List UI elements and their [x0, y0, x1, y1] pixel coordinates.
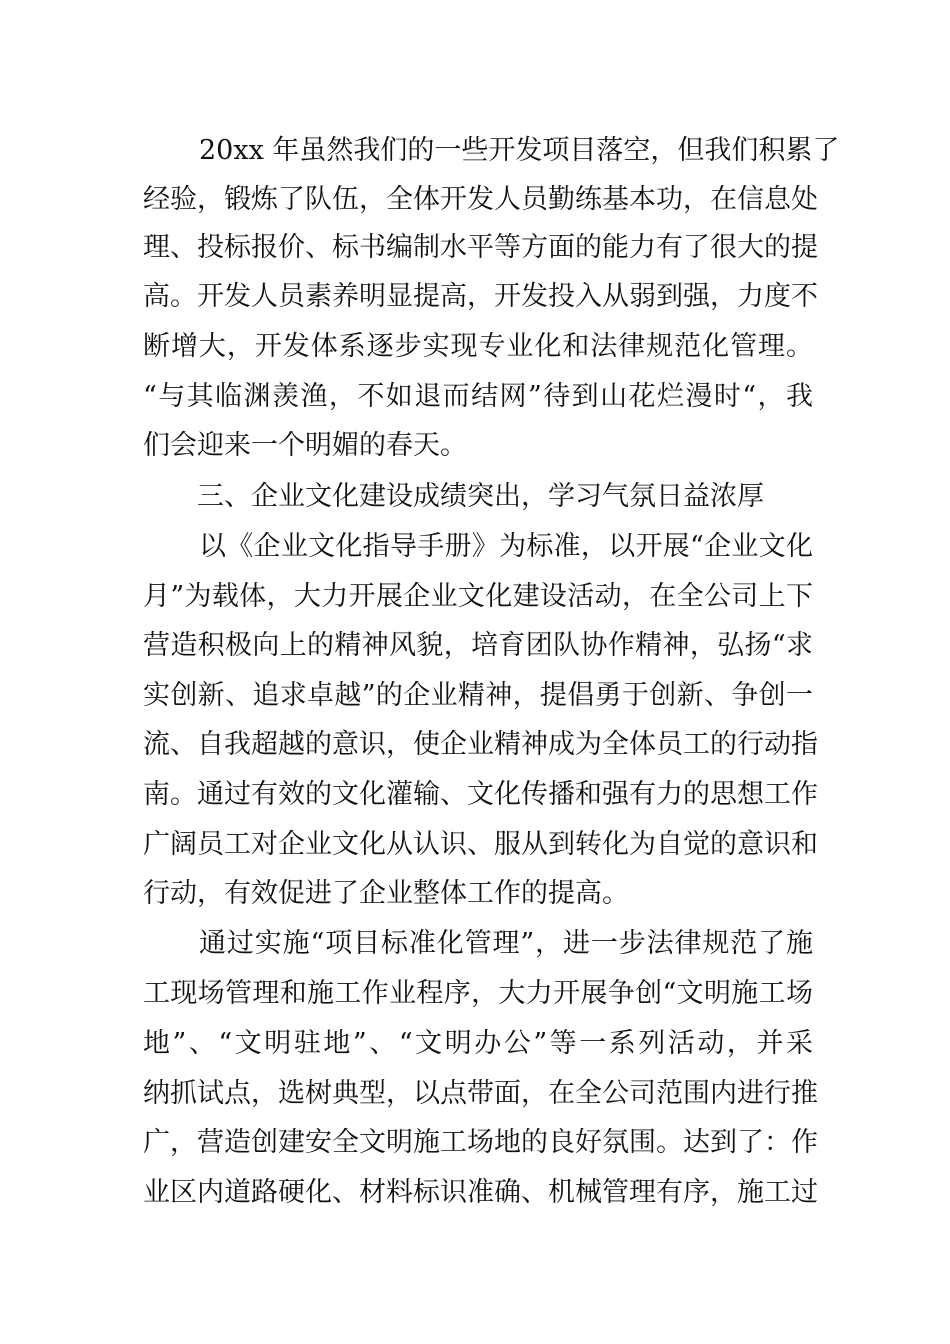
paragraph-1-line-6: “与其临渊羡渔，不如退而结网”待到山花烂漫时“，我 [143, 381, 813, 412]
paragraph-2-line-7: 广阔员工对企业文化从认识、服从到转化为自觉的意识和 [143, 829, 818, 860]
paragraph-2-line-5: 流、自我超越的意识，使企业精神成为全体员工的行动指 [143, 729, 818, 760]
paragraph-3-line-1: 通过实施“项目标准化管理”，进一步法律规范了施 [199, 928, 813, 959]
paragraph-2-line-8: 行动，有效促进了企业整体工作的提高。 [143, 878, 629, 909]
paragraph-1-line-1: 20xx 年虽然我们的一些开发项目落空，但我们积累了 [199, 135, 840, 166]
paragraph-2-line-1: 以《企业文化指导手册》为标准，以开展“企业文化 [199, 531, 813, 562]
paragraph-3-line-5: 广，营造创建安全文明施工场地的良好氛围。达到了：作 [143, 1127, 818, 1158]
paragraph-2-line-3: 营造积极向上的精神风貌，培育团队协作精神，弘扬“求 [143, 630, 813, 661]
section-heading: 三、企业文化建设成绩突出，学习气氛日益浓厚 [197, 481, 764, 512]
paragraph-2-line-6: 南。通过有效的文化灌输、文化传播和强有力的思想工作 [143, 779, 818, 810]
paragraph-1-line-5: 断增大，开发体系逐步实现专业化和法律规范化管理。 [143, 331, 813, 362]
paragraph-3-line-4: 纳抓试点，选树典型，以点带面，在全公司范围内进行推 [143, 1078, 818, 1109]
paragraph-1-line-7: 们会迎来一个明媚的春天。 [143, 430, 467, 461]
paragraph-2-line-4: 实创新、追求卓越”的企业精神，提倡勇于创新、争创一 [143, 680, 813, 711]
paragraph-1-line-2: 经验，锻炼了队伍，全体开发人员勤练基本功，在信息处 [143, 184, 818, 215]
paragraph-2-line-2: 月”为载体，大力开展企业文化建设活动，在全公司上下 [143, 581, 813, 612]
paragraph-1-line-3: 理、投标报价、标书编制水平等方面的能力有了很大的提 [143, 232, 818, 263]
paragraph-1-line-4: 高。开发人员素养明显提高，开发投入从弱到强，力度不 [143, 281, 818, 312]
paragraph-3-line-2: 工现场管理和施工作业程序，大力开展争创“文明施工场 [143, 978, 813, 1009]
paragraph-3-line-3: 地”、“文明驻地”、“文明办公”等一系列活动，并采 [143, 1028, 813, 1059]
paragraph-3-line-6: 业区内道路硬化、材料标识准确、机械管理有序，施工过 [143, 1177, 818, 1208]
